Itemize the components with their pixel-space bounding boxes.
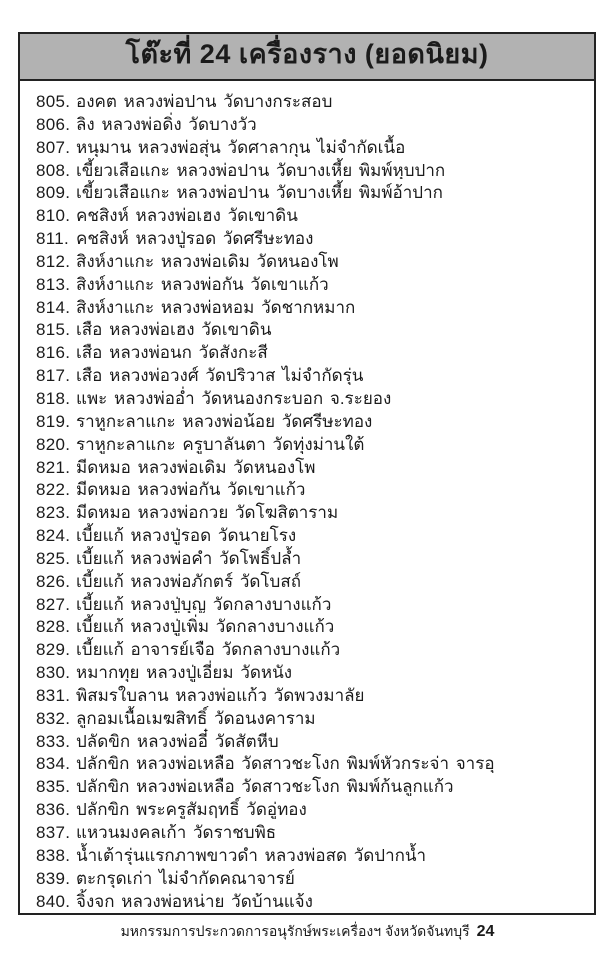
item-text: คชสิงห์ หลวงพ่อเฮง วัดเขาดิน <box>76 206 298 226</box>
item-number: 839. <box>36 868 71 888</box>
item-number: 833. <box>36 731 71 751</box>
item-number: 807. <box>36 137 71 157</box>
item-number: 838. <box>36 845 71 865</box>
item-number: 826. <box>36 571 71 591</box>
item-number: 830. <box>36 663 71 682</box>
document-frame <box>18 32 596 915</box>
item-text: หนุมาน หลวงพ่อสุ่น วัดศาลากุน ไม่จำกัดเนื้อ <box>76 137 406 157</box>
item-text: เสือ หลวงพ่อวงศ์ วัดปริวาส ไม่จำกัดรุ่น <box>76 366 364 385</box>
list-item <box>36 454 590 477</box>
item-number: 809. <box>36 183 71 203</box>
list-item <box>36 545 590 568</box>
item-text: เสือ หลวงพ่อนก วัดสังกะสี <box>76 343 268 363</box>
item-number: 824. <box>36 526 71 545</box>
list-item <box>36 385 590 408</box>
list-item <box>36 591 590 614</box>
list-item <box>36 888 590 911</box>
item-text: เบี้ยแก้ หลวงปู่เพิ่ม วัดกลางบางแก้ว <box>76 617 335 637</box>
item-text: จิ้งจก หลวงพ่อหน่าย วัดบ้านแจ้ง <box>76 891 313 911</box>
footer-text: มหกรรมการประกวดการอนุรักษ์พระเครื่องฯ จังหวัดจันทบุรี <box>120 923 470 939</box>
item-text: เบี้ยแก้ หลวงปู่รอด วัดนายโรง <box>76 526 297 545</box>
item-number: 831. <box>36 685 71 705</box>
item-number: 818. <box>36 388 71 408</box>
list-item <box>36 225 590 248</box>
list-item <box>36 705 590 728</box>
item-number: 840. <box>36 891 71 911</box>
item-number: 814. <box>36 297 71 317</box>
item-number: 835. <box>36 777 71 797</box>
list-item <box>36 134 590 157</box>
list-item <box>36 248 590 271</box>
item-number: 823. <box>36 503 71 523</box>
list-item <box>36 865 590 888</box>
item-text: เบี้ยแก้ อาจารย์เจือ วัดกลางบางแก้ว <box>76 640 341 660</box>
item-number: 822. <box>36 480 71 500</box>
item-text: พิสมรใบลาน หลวงพ่อแก้ว วัดพวงมาลัย <box>76 685 365 705</box>
item-number: 828. <box>36 617 71 637</box>
item-text: เขี้ยวเสือแกะ หลวงพ่อปาน วัดบางเหี้ย พิมพ์อ้าปาก <box>76 183 443 203</box>
item-number: 834. <box>36 754 71 774</box>
item-number: 819. <box>36 411 71 431</box>
item-number: 836. <box>36 800 71 819</box>
item-text: มีดหมอ หลวงพ่อกวย วัดโฆสิตาราม <box>76 503 339 523</box>
item-text: เบี้ยแก้ หลวงปู่บุญ วัดกลางบางแก้ว <box>76 594 332 614</box>
list-item <box>36 294 590 317</box>
item-text: ปลักขิก หลวงพ่อเหลือ วัดสาวชะโงก พิมพ์ก้นลูกแก้ว <box>76 777 454 797</box>
page-number: 24 <box>476 923 495 940</box>
list-item <box>36 202 590 225</box>
list-item <box>36 728 590 751</box>
list-item <box>36 682 590 705</box>
item-number: 811. <box>36 229 70 248</box>
list-item <box>36 842 590 865</box>
item-number: 808. <box>36 160 71 180</box>
list-item <box>36 476 590 499</box>
item-text: เขี้ยวเสือแกะ หลวงพ่อปาน วัดบางเหี้ย พิมพ์หุบปาก <box>76 160 446 180</box>
item-text: มีดหมอ หลวงพ่อเดิม วัดหนองโพ <box>76 457 316 477</box>
item-text: น้ำเต้ารุ่นแรกภาพขาวดำ หลวงพ่อสด วัดปากน้ำ <box>76 845 427 865</box>
list-item <box>36 362 590 385</box>
item-text: องคต หลวงพ่อปาน วัดบางกระสอบ <box>76 92 333 111</box>
item-text: ตะกรุดเก่า ไม่จำกัดคณาจารย์ <box>76 868 295 888</box>
item-number: 825. <box>36 548 71 568</box>
item-text: มีดหมอ หลวงพ่อกัน วัดเขาแก้ว <box>76 480 306 500</box>
item-number: 816. <box>36 343 71 363</box>
item-number: 806. <box>36 114 71 134</box>
item-text: สิงห์งาแกะ หลวงพ่อหอม วัดชากหมาก <box>76 297 356 317</box>
amulet-list <box>20 81 594 910</box>
list-item <box>36 613 590 636</box>
list-item <box>36 339 590 362</box>
item-text: แพะ หลวงพ่ออ่ำ วัดหนองกระบอก จ.ระยอง <box>76 388 392 408</box>
list-item <box>36 431 590 454</box>
list-item <box>36 316 590 339</box>
item-text: หมากทุย หลวงปู่เอี่ยม วัดหนัง <box>76 663 293 682</box>
list-item <box>36 636 590 659</box>
item-text: ราหูกะลาแกะ หลวงพ่อน้อย วัดศรีษะทอง <box>76 411 373 431</box>
list-item <box>36 271 590 294</box>
item-text: สิงห์งาแกะ หลวงพ่อเดิม วัดหนองโพ <box>76 251 339 271</box>
item-number: 827. <box>36 594 71 614</box>
item-text: ลิง หลวงพ่อดิ่ง วัดบางวัว <box>76 114 257 134</box>
item-number: 829. <box>36 640 71 660</box>
item-number: 810. <box>36 206 71 226</box>
list-item <box>36 111 590 134</box>
list-item <box>36 568 590 591</box>
table-header-band <box>20 34 594 81</box>
list-item <box>36 796 590 819</box>
list-item <box>36 408 590 431</box>
item-number: 812. <box>36 251 71 271</box>
item-number: 821. <box>36 457 71 477</box>
item-text: ลูกอมเนื้อเมฆสิทธิ์ วัดอนงคาราม <box>76 708 316 728</box>
item-number: 820. <box>36 434 71 454</box>
list-item <box>36 659 590 682</box>
item-text: ปลักขิก พระครูสัมฤทธิ์ วัดอู่ทอง <box>76 800 307 819</box>
item-text: เบี้ยแก้ หลวงพ่อคำ วัดโพธิ์ปล้ำ <box>76 548 302 568</box>
page-title: โต๊ะที่ 24 เครื่องราง (ยอดนิยม) <box>125 39 489 69</box>
item-number: 837. <box>36 823 71 842</box>
page-footer <box>0 921 615 943</box>
list-item <box>36 88 590 111</box>
item-text: แหวนมงคลเก้า วัดราชบพิธ <box>76 823 277 842</box>
list-item <box>36 179 590 202</box>
item-text: ราหูกะลาแกะ ครูบาลันตา วัดทุ่งม่านใต้ <box>76 434 365 454</box>
item-number: 815. <box>36 320 71 340</box>
item-number: 832. <box>36 708 71 728</box>
list-item <box>36 773 590 796</box>
item-number: 817. <box>36 366 71 385</box>
item-text: คชสิงห์ หลวงปู่รอด วัดศรีษะทอง <box>76 229 314 248</box>
list-item <box>36 499 590 522</box>
item-text: สิงห์งาแกะ หลวงพ่อกัน วัดเขาแก้ว <box>76 274 329 294</box>
list-item <box>36 750 590 773</box>
item-text: เบี้ยแก้ หลวงพ่อภักตร์ วัดโบสถ์ <box>76 571 301 591</box>
list-item <box>36 819 590 842</box>
list-item <box>36 522 590 545</box>
item-number: 805. <box>36 92 71 111</box>
item-text: ปลักขิก หลวงพ่อเหลือ วัดสาวชะโงก พิมพ์หัวกระจ่า จารอุ <box>76 754 495 774</box>
item-number: 813. <box>36 274 71 294</box>
list-item <box>36 157 590 180</box>
item-text: เสือ หลวงพ่อเฮง วัดเขาดิน <box>76 320 272 340</box>
item-text: ปลัดขิก หลวงพ่ออี๋ วัดสัตหีบ <box>76 731 279 751</box>
